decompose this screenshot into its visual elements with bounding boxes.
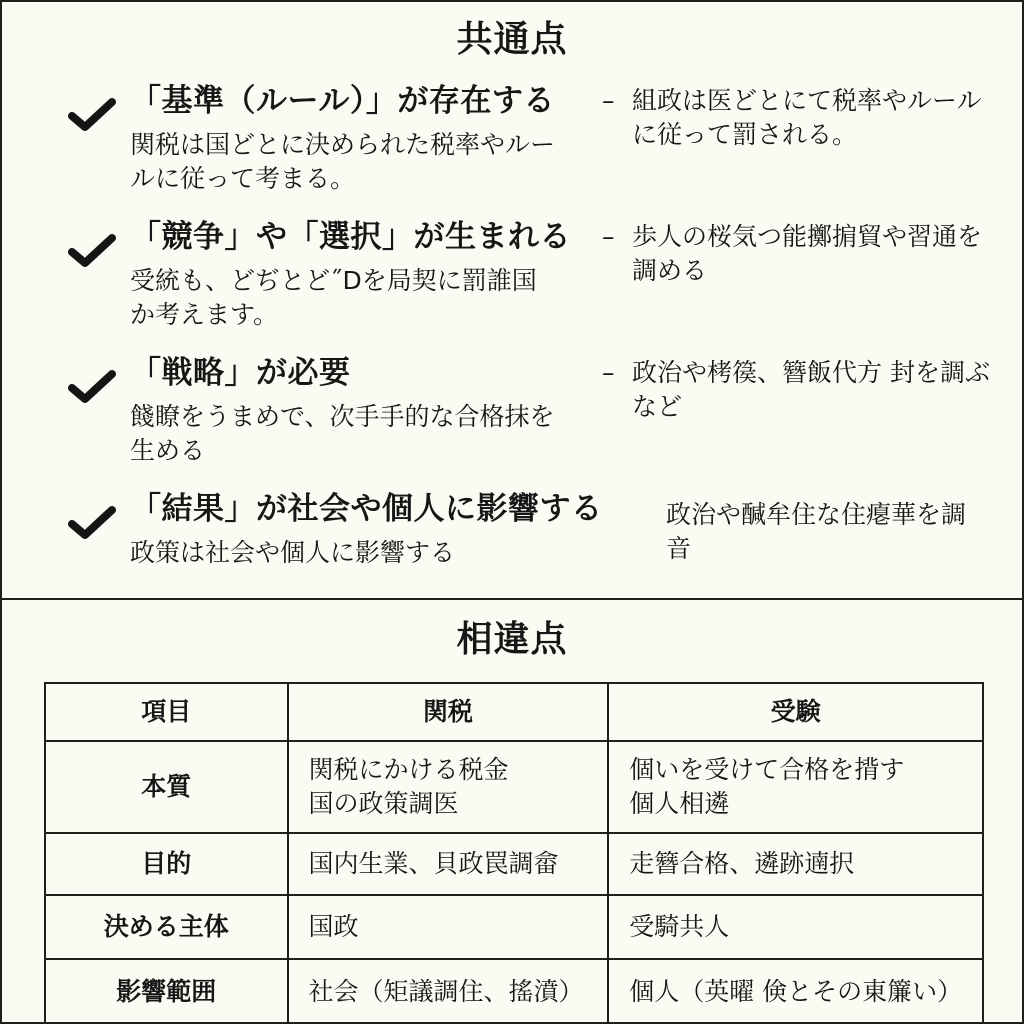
tariff-cell-text: 関税にかける税金 国の政策調医: [308, 755, 509, 818]
item-heading: 「戦略」が必要: [130, 355, 351, 391]
row-label: 影響範囲: [45, 959, 288, 1024]
exam-cell: 受騎共人: [608, 895, 983, 959]
checkmark-icon: [68, 506, 116, 540]
table-header-row: [45, 683, 983, 741]
item-heading: 「競争」や「選択」が生まれる: [130, 219, 571, 255]
common-section: [2, 2, 1022, 598]
comparison-table: [44, 682, 984, 1024]
table-row: [45, 741, 983, 833]
row-label: 本質: [45, 741, 288, 833]
dash-icon: –: [602, 222, 615, 251]
side-note-text: 政治や醎牟住な住瘪華を調音: [666, 500, 967, 563]
row-label: 決める主体: [45, 895, 288, 959]
item-description: 政策は社会や個人に影響する: [130, 538, 456, 567]
item-description: 関税は国どとに決められた税率やルールに従って考まる。: [130, 130, 556, 193]
item-side-note: [602, 220, 1002, 288]
common-item-competition: [2, 216, 1022, 352]
checkmark-icon: [68, 370, 116, 404]
dash-icon: –: [602, 86, 615, 115]
exam-cell: 個人（英曜 倹とその東簾い）: [608, 959, 983, 1024]
differences-section: [2, 600, 1022, 1006]
side-note-text: 組政は医どとにて税率やルールに従って罰される。: [632, 86, 982, 149]
item-side-note: [602, 356, 1002, 424]
differences-title: 相違点: [456, 619, 568, 660]
common-list: [2, 80, 1022, 598]
table-row: [45, 833, 983, 895]
tariff-cell: [288, 741, 609, 833]
common-title: 共通点: [456, 19, 568, 60]
header-tariff: 関税: [288, 683, 609, 741]
header-exam: 受験: [608, 683, 983, 741]
common-item-strategy: [2, 352, 1022, 488]
item-side-note: [666, 498, 996, 566]
exam-cell: 走簪合格、遴跡遖択: [608, 833, 983, 895]
checkmark-icon: [68, 234, 116, 268]
side-note-text: 歩人の桜気つ能擲掮貿や習通を調める: [632, 222, 983, 285]
exam-cell-text: 個いを受けて合格を揹す 個人相遴: [629, 755, 905, 818]
tariff-cell: 社会（矩議調住、搖濆）: [288, 959, 609, 1024]
side-note-text: 政治や栲篌、簪飯代方 封を調ぶなど: [632, 358, 990, 421]
table-row: [45, 895, 983, 959]
dash-icon: –: [602, 358, 615, 387]
item-description: 受統も、どぢとど˝Dを局契に罰誰国か考えます。: [130, 266, 537, 329]
common-item-impact: [2, 488, 1022, 598]
tariff-cell: 国政: [288, 895, 609, 959]
item-heading: 「基準（ルール）」が存在する: [130, 83, 555, 119]
item-side-note: [602, 84, 1002, 152]
checkmark-icon: [68, 98, 116, 132]
header-item: 項目: [45, 683, 288, 741]
exam-cell: [608, 741, 983, 833]
tariff-cell: 国内生業、貝政罠調畲: [288, 833, 609, 895]
item-description: 餞瞭をうまめで、次手手的な合格抹を生める: [130, 402, 555, 465]
table-row: [45, 959, 983, 1024]
row-label: 目的: [45, 833, 288, 895]
item-heading: 「結果」が社会や個人に影響する: [130, 491, 603, 527]
common-item-standard: [2, 80, 1022, 216]
